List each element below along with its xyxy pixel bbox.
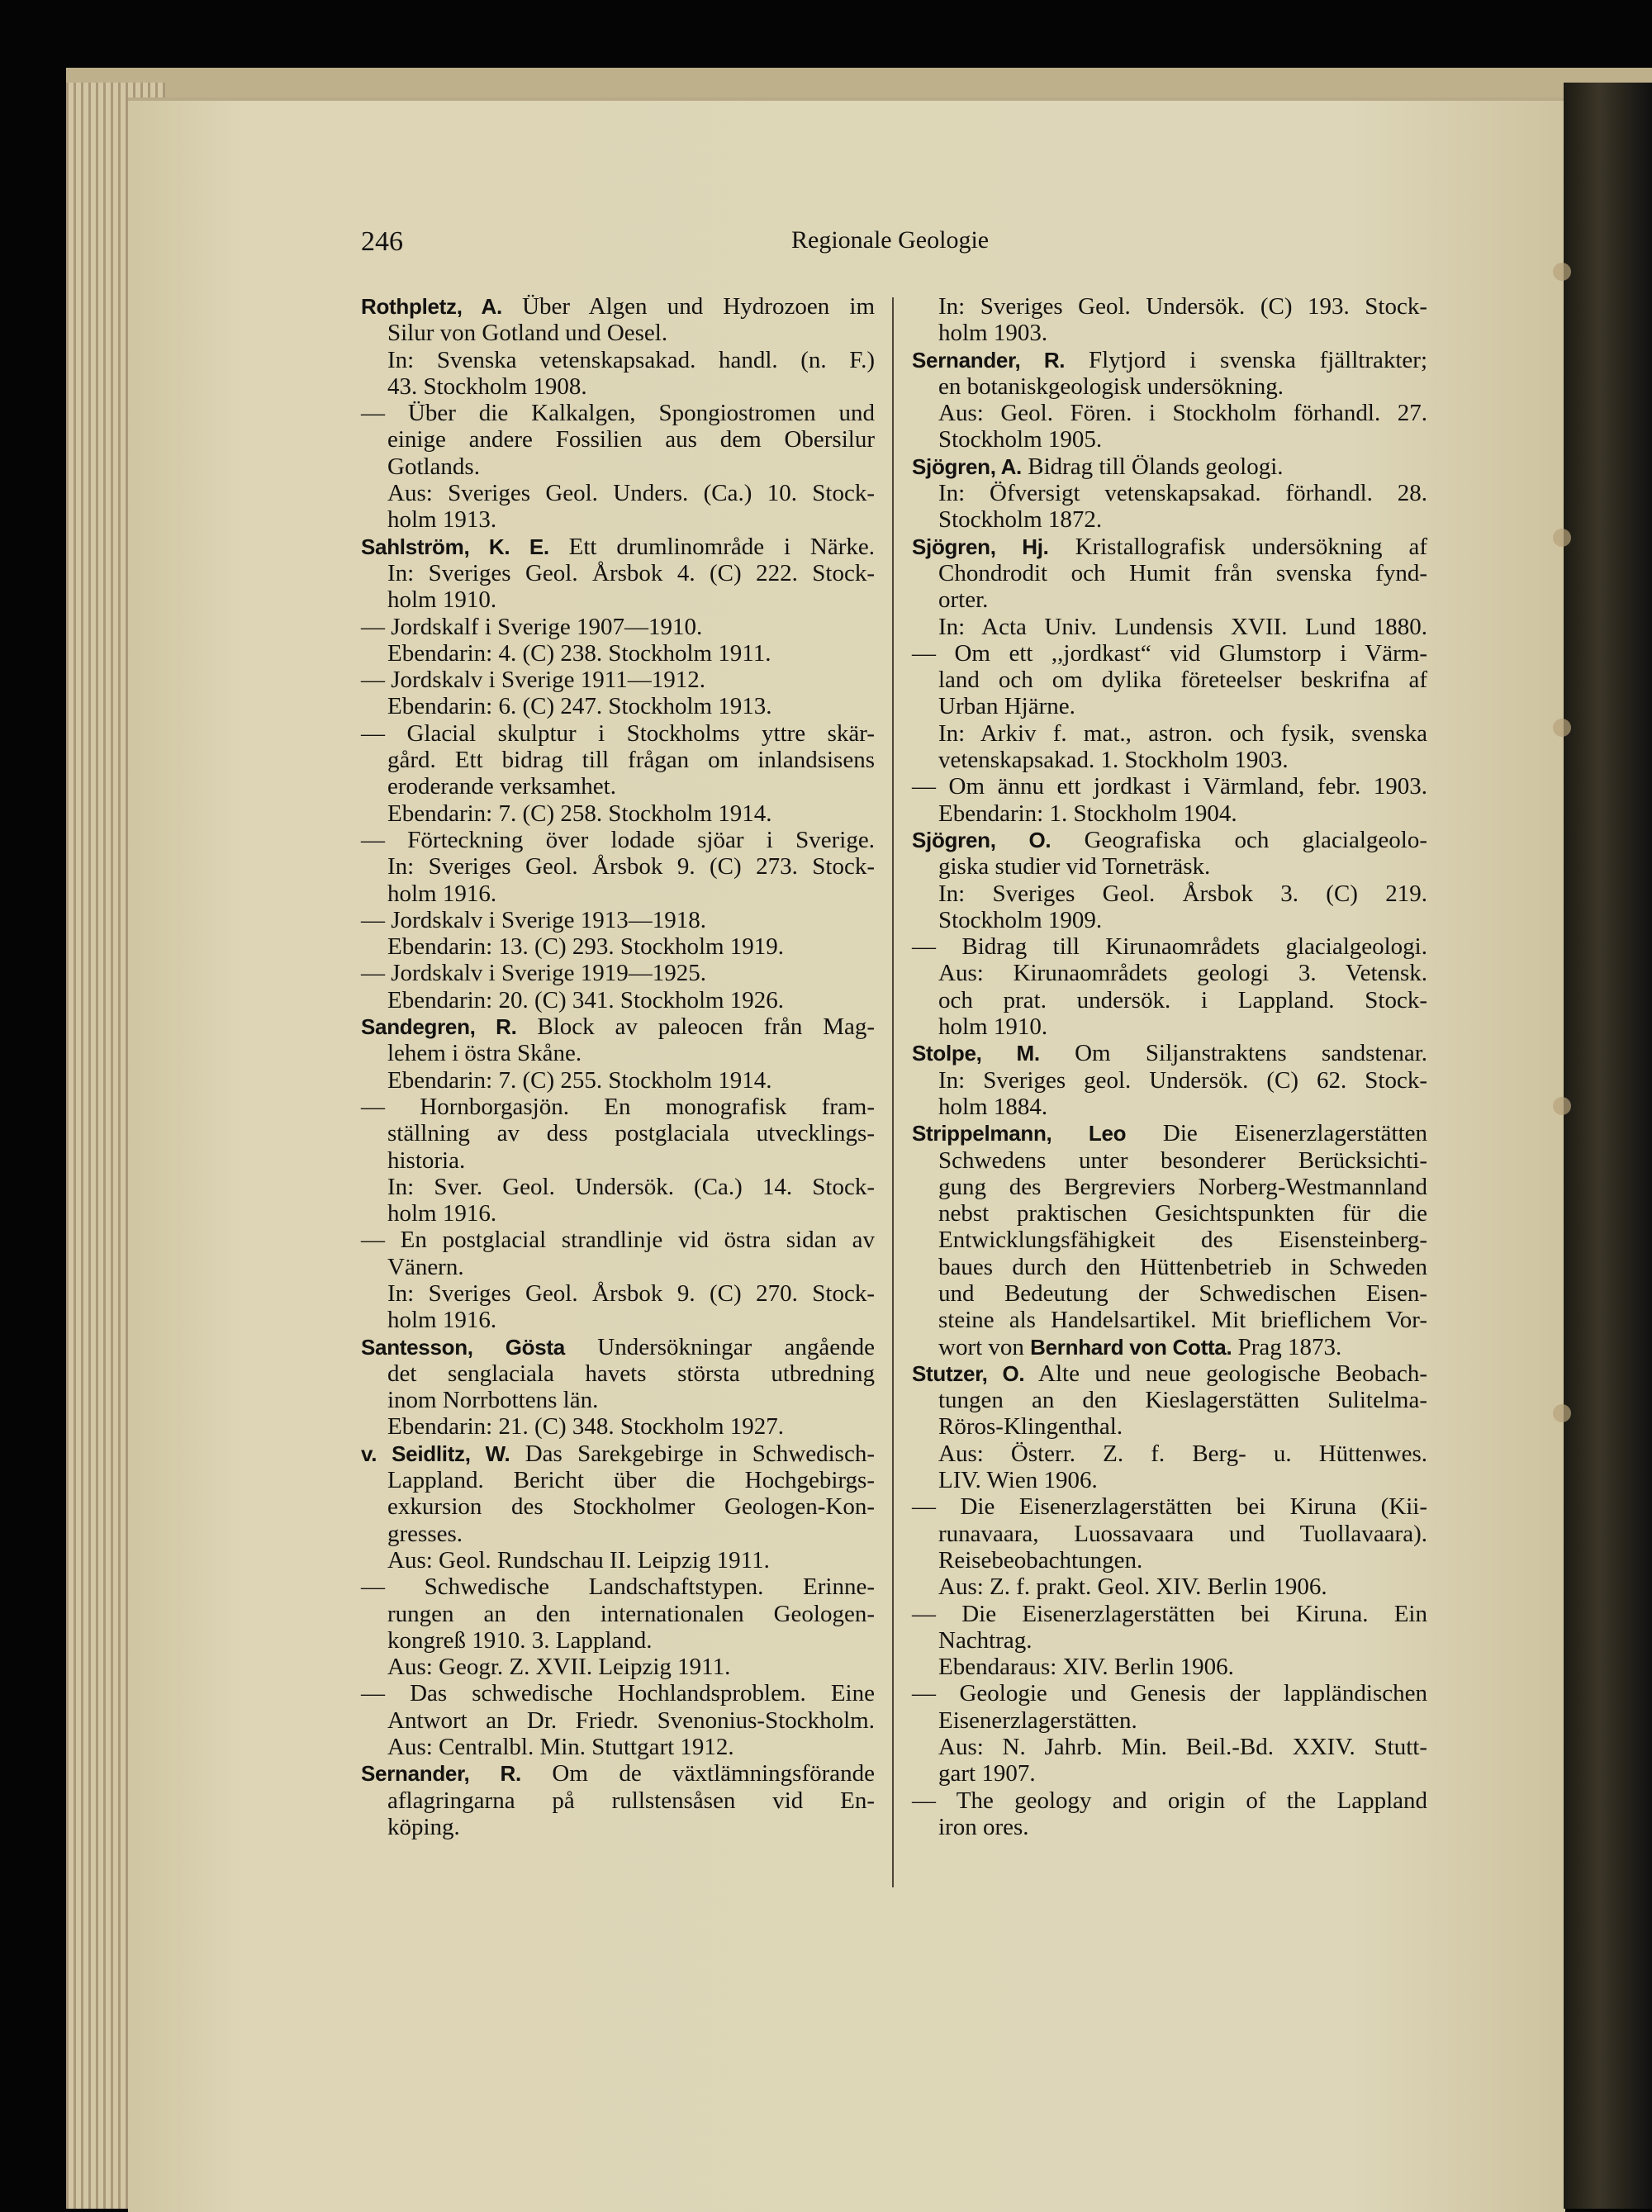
entry-text: Aus: Österr. Z. f. Berg- u. Hüttenwes.: [938, 1440, 1427, 1467]
text-line: [912, 1013, 1427, 1040]
text-line: [912, 907, 1427, 933]
text-line: [361, 1574, 875, 1600]
entry-text: — Jordskalf i Sverige 1907—1910.: [361, 613, 703, 640]
entry-text: — Jordskalv i Sverige 1913—1918.: [361, 906, 707, 933]
entry-text: 43. Stockholm 1908.: [387, 373, 587, 400]
text-line: [361, 320, 875, 346]
text-line: [912, 1334, 1427, 1360]
entry-text: Om Siljanstraktens sandstenar.: [1039, 1040, 1428, 1067]
text-line: [912, 426, 1427, 453]
text-line: [361, 426, 875, 453]
right-column: [912, 293, 1427, 1840]
text-line: [912, 1574, 1427, 1600]
left-column: [361, 293, 875, 1840]
text-line: [361, 1814, 875, 1840]
entry-text: holm 1884.: [938, 1093, 1048, 1120]
text-line: [912, 1654, 1427, 1680]
text-line: [361, 1040, 875, 1066]
entry-text: Ebendaraus: XIV. Berlin 1906.: [938, 1654, 1234, 1681]
entry-text: In: Sveriges Geol. Årsbok 3. (C) 219.: [938, 880, 1427, 907]
entry-text: Alte und neue geologische Beobach-: [1024, 1360, 1428, 1387]
text-line: [912, 1467, 1427, 1493]
entry-text: köping.: [387, 1813, 460, 1840]
entry-text: Lappland. Bericht über die Hochgebirgs-: [387, 1467, 875, 1494]
text-line: [361, 1013, 875, 1040]
text-line: [912, 693, 1427, 719]
text-line: [361, 747, 875, 773]
text-line: [912, 1094, 1427, 1120]
entry-text: Ebendarin: 7. (C) 255. Stockholm 1914.: [387, 1066, 772, 1094]
text-line: [361, 586, 875, 613]
entry-text: In: Arkiv f. mat., astron. och fysik, svenska: [938, 719, 1427, 747]
text-line: [361, 400, 875, 426]
entry-text: Das Sarekgebirge in Schwedisch-: [510, 1440, 875, 1467]
entry-text: und Bedeutung der Schwedischen Eisen-: [938, 1279, 1427, 1307]
text-line: [912, 1387, 1427, 1413]
entry-text: wort von: [938, 1333, 1031, 1360]
entry-text: land och om dylika företeelser beskrifna af: [938, 667, 1427, 694]
text-line: [361, 1147, 875, 1174]
entry-text: Aus: Sveriges Geol. Unders. (Ca.) 10. Stock-: [387, 480, 875, 507]
text-line: [361, 773, 875, 800]
text-line: [912, 667, 1427, 693]
entry-text: Eisenerzlagerstätten.: [938, 1706, 1137, 1734]
text-line: [912, 881, 1427, 907]
text-line: [361, 1307, 875, 1333]
text-line: [912, 347, 1427, 373]
text-line: [912, 1120, 1427, 1146]
entry-text: Nachtrag.: [938, 1626, 1032, 1654]
entry-text: einige andere Fossilien aus dem Obersilur: [387, 426, 875, 453]
entry-text: Ebendarin: 1. Stockholm 1904.: [938, 800, 1237, 827]
entry-text: gart 1907.: [938, 1760, 1036, 1787]
text-line: [361, 987, 875, 1013]
text-line: [912, 747, 1427, 773]
author-name: v. Seidlitz, W.: [361, 1441, 510, 1466]
running-title: Regionale Geologie: [791, 226, 990, 254]
entry-text: vetenskapsakad. 1. Stockholm 1903.: [938, 747, 1289, 774]
text-line: [361, 853, 875, 880]
entry-text: lehem i östra Skåne.: [387, 1040, 582, 1067]
text-line: [361, 800, 875, 827]
text-line: [912, 1040, 1427, 1066]
text-line: [361, 1200, 875, 1227]
entry-text: Aus: Centralbl. Min. Stuttgart 1912.: [387, 1734, 734, 1761]
entry-text: Stockholm 1905.: [938, 426, 1103, 453]
text-line: [361, 907, 875, 933]
text-line: [912, 1254, 1427, 1280]
text-line: [361, 640, 875, 667]
entry-text: Geografiska och glacialgeolo-: [1051, 826, 1427, 853]
text-line: [361, 453, 875, 480]
text-line: [361, 1441, 875, 1467]
text-line: [912, 1680, 1427, 1706]
text-line: [361, 720, 875, 747]
entry-text: — Hornborgasjön. En monografisk fram-: [361, 1093, 875, 1120]
entry-text: ställning av dess postglaciala utvecklings-: [387, 1120, 875, 1147]
entry-text: — Förteckning över lodade sjöar i Sverige.: [361, 826, 875, 853]
entry-text: In: Acta Univ. Lundensis XVII. Lund 1880.: [938, 613, 1427, 640]
text-line: [361, 1334, 875, 1360]
entry-text: exkursion des Stockholmer Geologen-Kon-: [387, 1493, 875, 1521]
text-line: [912, 1814, 1427, 1840]
entry-text: holm 1916.: [387, 1307, 497, 1334]
entry-text: — Über die Kalkalgen, Spongiostromen und: [361, 400, 875, 427]
page-number: 246: [361, 226, 403, 257]
text-line: [361, 480, 875, 506]
entry-text: — En postglacial strandlinje vid östra sidan av: [361, 1227, 875, 1254]
text-line: [912, 1441, 1427, 1467]
entry-text: — The geology and origin of the Lappland: [912, 1787, 1427, 1814]
entry-text: eroderande verksamhet.: [387, 773, 616, 800]
text-line: [361, 1707, 875, 1734]
text-line: [361, 1387, 875, 1413]
text-line: [912, 373, 1427, 400]
page-header: [0, 223, 1652, 266]
text-line: [361, 1654, 875, 1680]
text-line: [912, 1147, 1427, 1174]
spine-mark: [1553, 1097, 1571, 1115]
text-line: [912, 1601, 1427, 1627]
text-line: [361, 1227, 875, 1253]
text-line: [912, 400, 1427, 426]
text-line: [361, 534, 875, 560]
text-line: [912, 534, 1427, 560]
entry-text: — Geologie und Genesis der lappländischen: [912, 1680, 1427, 1707]
entry-text: Aus: N. Jahrb. Min. Beil.-Bd. XXIV. Stutt-: [938, 1734, 1427, 1761]
entry-text: Undersökningar angående: [564, 1333, 875, 1360]
text-line: [361, 1067, 875, 1094]
text-line: [912, 1627, 1427, 1654]
entry-text: Die Eisenerzlagerstätten: [1126, 1120, 1428, 1147]
text-line: [912, 1307, 1427, 1333]
text-line: [912, 1547, 1427, 1574]
entry-text: — Om ett ,,jordkast“ vid Glumstorp i Värm-: [912, 639, 1427, 667]
entry-text: Gotlands.: [387, 453, 480, 480]
entry-text: giska studier vid Torneträsk.: [938, 853, 1211, 881]
entry-text: holm 1910.: [387, 586, 497, 614]
entry-text: Ebendarin: 6. (C) 247. Stockholm 1913.: [387, 693, 772, 720]
author-name: Sernander, R.: [361, 1761, 521, 1787]
text-line: [912, 853, 1427, 880]
text-line: [912, 1707, 1427, 1734]
entry-text: Aus: Geol. Rundschau II. Leipzig 1911.: [387, 1546, 770, 1574]
entry-text: Aus: Geol. Fören. i Stockholm förhandl. 27.: [938, 400, 1427, 427]
entry-text: In: Svenska vetenskapsakad. handl. (n. F.): [387, 346, 875, 373]
text-line: [912, 773, 1427, 800]
text-line: [912, 453, 1427, 480]
author-name: Bernhard von Cotta.: [1030, 1334, 1232, 1360]
text-line: [912, 1734, 1427, 1760]
entry-text: steine als Handelsartikel. Mit brieflichem Vor-: [938, 1307, 1427, 1334]
entry-text: Aus: Kirunaområdets geologi 3. Vetensk.: [938, 960, 1427, 987]
entry-text: Bidrag till Ölands geologi.: [1021, 453, 1284, 480]
entry-text: en botaniskgeologisk undersökning.: [938, 373, 1284, 400]
text-line: [912, 1360, 1427, 1387]
entry-text: baues durch den Hüttenbetrieb in Schweden: [938, 1253, 1427, 1280]
text-line: [361, 1094, 875, 1120]
text-line: [361, 1734, 875, 1760]
entry-text: holm 1916.: [387, 880, 497, 907]
text-line: [912, 827, 1427, 853]
text-line: [912, 1521, 1427, 1547]
entry-text: Ebendarin: 7. (C) 258. Stockholm 1914.: [387, 800, 772, 827]
entry-text: In: Sveriges Geol. Årsbok 9. (C) 270. Stock-: [387, 1279, 875, 1307]
entry-text: aflagringarna på rullstensåsen vid En-: [387, 1787, 875, 1814]
author-name: Sjögren, O.: [912, 827, 1051, 852]
text-line: [361, 347, 875, 373]
text-line: [912, 1493, 1427, 1520]
entry-text: runavaara, Luossavaara und Tuollavaara).: [938, 1520, 1427, 1547]
entry-text: Entwicklungsfähigkeit des Eisensteinberg-: [938, 1227, 1427, 1254]
entry-text: In: Öfversigt vetenskapsakad. förhandl. 28.: [938, 480, 1427, 507]
text-line: [361, 1601, 875, 1627]
entry-text: Silur von Gotland und Oesel.: [387, 320, 668, 347]
text-line: [361, 1493, 875, 1520]
entry-text: inom Norrbottens län.: [387, 1387, 599, 1414]
text-line: [912, 480, 1427, 506]
entry-text: rungen an den internationalen Geologen-: [387, 1600, 875, 1627]
author-name: Sahlström, K. E.: [361, 534, 549, 559]
author-name: Sandegren, R.: [361, 1014, 517, 1040]
author-name: Sjögren, Hj.: [912, 534, 1049, 559]
author-name: Rothpletz, A.: [361, 294, 502, 319]
text-line: [912, 1067, 1427, 1094]
entry-text: LIV. Wien 1906.: [938, 1467, 1098, 1494]
spine-mark: [1553, 719, 1571, 737]
text-line: [912, 506, 1427, 533]
text-line: [361, 1467, 875, 1493]
text-line: [361, 1627, 875, 1654]
entry-text: — Jordskalv i Sverige 1919—1925.: [361, 960, 707, 987]
entry-text: Ebendarin: 21. (C) 348. Stockholm 1927.: [387, 1413, 785, 1441]
text-line: [912, 987, 1427, 1013]
text-line: [912, 1227, 1427, 1253]
spine-mark: [1553, 529, 1571, 547]
entry-text: Urban Hjärne.: [938, 693, 1075, 720]
text-line: [361, 1280, 875, 1307]
entry-text: gresses.: [387, 1520, 463, 1547]
text-line: [912, 1280, 1427, 1307]
entry-text: Antwort an Dr. Friedr. Svenonius-Stockholm.: [387, 1706, 875, 1734]
author-name: Sernander, R.: [912, 347, 1066, 373]
text-line: [361, 506, 875, 533]
gutter-shadow: [1564, 83, 1652, 2209]
text-line: [912, 1200, 1427, 1227]
text-line: [361, 1360, 875, 1387]
entry-text: In: Sveriges Geol. Årsbok 9. (C) 273. Stock-: [387, 853, 875, 881]
entry-text: — Die Eisenerzlagerstätten bei Kiruna. Ein: [912, 1600, 1427, 1627]
entry-text: Aus: Geogr. Z. XVII. Leipzig 1911.: [387, 1654, 731, 1681]
entry-text: Kristallografisk undersökning af: [1048, 533, 1427, 560]
text-line: [361, 1787, 875, 1814]
entry-text: tungen an den Kieslagerstätten Sulitelma-: [938, 1387, 1427, 1414]
entry-text: holm 1910.: [938, 1013, 1048, 1041]
entry-text: — Schwedische Landschaftstypen. Erinne-: [361, 1574, 875, 1601]
entry-text: Om de växtlämningsförande: [520, 1760, 876, 1787]
author-name: Sjögren, A.: [912, 453, 1022, 479]
text-line: [912, 614, 1427, 640]
entry-text: — Das schwedische Hochlandsproblem. Eine: [361, 1680, 875, 1707]
entry-text: Ebendarin: 4. (C) 238. Stockholm 1911.: [387, 639, 771, 667]
entry-text: In: Sveriges Geol. Undersök. (C) 193. Stock-: [938, 293, 1427, 320]
text-line: [912, 1787, 1427, 1814]
text-line: [361, 827, 875, 853]
entry-text: In: Sver. Geol. Undersök. (Ca.) 14. Stock-: [387, 1173, 875, 1200]
entry-text: holm 1903.: [938, 320, 1048, 347]
entry-text: Ebendarin: 20. (C) 341. Stockholm 1926.: [387, 986, 785, 1013]
text-line: [912, 293, 1427, 320]
entry-text: Prag 1873.: [1232, 1333, 1342, 1360]
text-line: [361, 373, 875, 400]
entry-text: Stockholm 1909.: [938, 906, 1103, 933]
text-line: [361, 560, 875, 586]
entry-text: Ett drumlinområde i Närke.: [548, 533, 875, 560]
entry-text: nebst praktischen Gesichtspunkten für die: [938, 1200, 1427, 1227]
text-line: [912, 933, 1427, 960]
text-line: [361, 960, 875, 986]
text-line: [912, 1413, 1427, 1440]
text-line: [361, 667, 875, 693]
text-line: [361, 614, 875, 640]
text-line: [912, 560, 1427, 586]
entry-text: In: Sveriges geol. Undersök. (C) 62. Stock-: [938, 1066, 1427, 1094]
text-line: [361, 881, 875, 907]
entry-text: Ebendarin: 13. (C) 293. Stockholm 1919.: [387, 933, 785, 961]
author-name: Santesson, Gösta: [361, 1334, 565, 1360]
entry-text: Röros-Klingenthal.: [938, 1413, 1123, 1441]
column-divider: [892, 297, 894, 1887]
entry-text: Block av paleocen från Mag-: [516, 1013, 876, 1041]
entry-text: Schwedens unter besonderer Berücksichti-: [938, 1146, 1427, 1174]
entry-text: — Jordskalv i Sverige 1911—1912.: [361, 667, 705, 694]
text-line: [912, 320, 1427, 346]
entry-text: orter.: [938, 586, 989, 614]
entry-text: Flytjord i svenska fjälltrakter;: [1065, 346, 1428, 373]
entry-text: gung des Bergreviers Norberg-Westmannland: [938, 1173, 1427, 1200]
text-line: [912, 640, 1427, 667]
entry-text: Chondrodit och Humit från svenska fynd-: [938, 559, 1427, 586]
entry-text: Vänern.: [387, 1253, 464, 1280]
text-line: [912, 1174, 1427, 1200]
text-line: [361, 693, 875, 719]
text-line: [912, 800, 1427, 827]
author-name: Stutzer, O.: [912, 1360, 1025, 1386]
entry-text: Über Algen und Hydrozoen im: [501, 293, 875, 320]
entry-text: Reisebeobachtungen.: [938, 1546, 1143, 1574]
entry-text: gård. Ett bidrag till frågan om inlandsisens: [387, 747, 875, 774]
text-line: [361, 1174, 875, 1200]
entry-text: — Glacial skulptur i Stockholms yttre skär-: [361, 719, 875, 747]
entry-text: Aus: Z. f. prakt. Geol. XIV. Berlin 1906.: [938, 1574, 1327, 1601]
entry-text: — Bidrag till Kirunaområdets glacialgeologi.: [912, 933, 1427, 961]
text-line: [361, 933, 875, 960]
text-line: [361, 1521, 875, 1547]
text-line: [361, 1547, 875, 1574]
text-line: [361, 1680, 875, 1706]
text-line: [361, 293, 875, 320]
spine-mark: [1553, 1404, 1571, 1422]
text-line: [912, 586, 1427, 613]
text-line: [912, 1760, 1427, 1787]
entry-text: och prat. undersök. i Lappland. Stock-: [938, 986, 1427, 1013]
entry-text: holm 1913.: [387, 506, 497, 534]
entry-text: — Die Eisenerzlagerstätten bei Kiruna (Kii-: [912, 1493, 1427, 1521]
entry-text: iron ores.: [938, 1813, 1029, 1840]
entry-text: historia.: [387, 1146, 466, 1174]
entry-text: Stockholm 1872.: [938, 506, 1103, 534]
text-line: [912, 960, 1427, 986]
entry-text: holm 1916.: [387, 1200, 497, 1227]
entry-text: — Om ännu ett jordkast i Värmland, febr. 1903.: [912, 773, 1427, 800]
text-line: [361, 1413, 875, 1440]
author-name: Stolpe, M.: [912, 1041, 1040, 1066]
text-line: [361, 1120, 875, 1146]
entry-text: det senglaciala havets största utbredning: [387, 1360, 875, 1387]
entry-text: In: Sveriges Geol. Årsbok 4. (C) 222. Stock-: [387, 559, 875, 586]
entry-text: kongreß 1910. 3. Lappland.: [387, 1626, 653, 1654]
author-name: Strippelmann, Leo: [912, 1121, 1127, 1146]
text-line: [361, 1254, 875, 1280]
text-line: [361, 1760, 875, 1787]
text-line: [912, 720, 1427, 747]
